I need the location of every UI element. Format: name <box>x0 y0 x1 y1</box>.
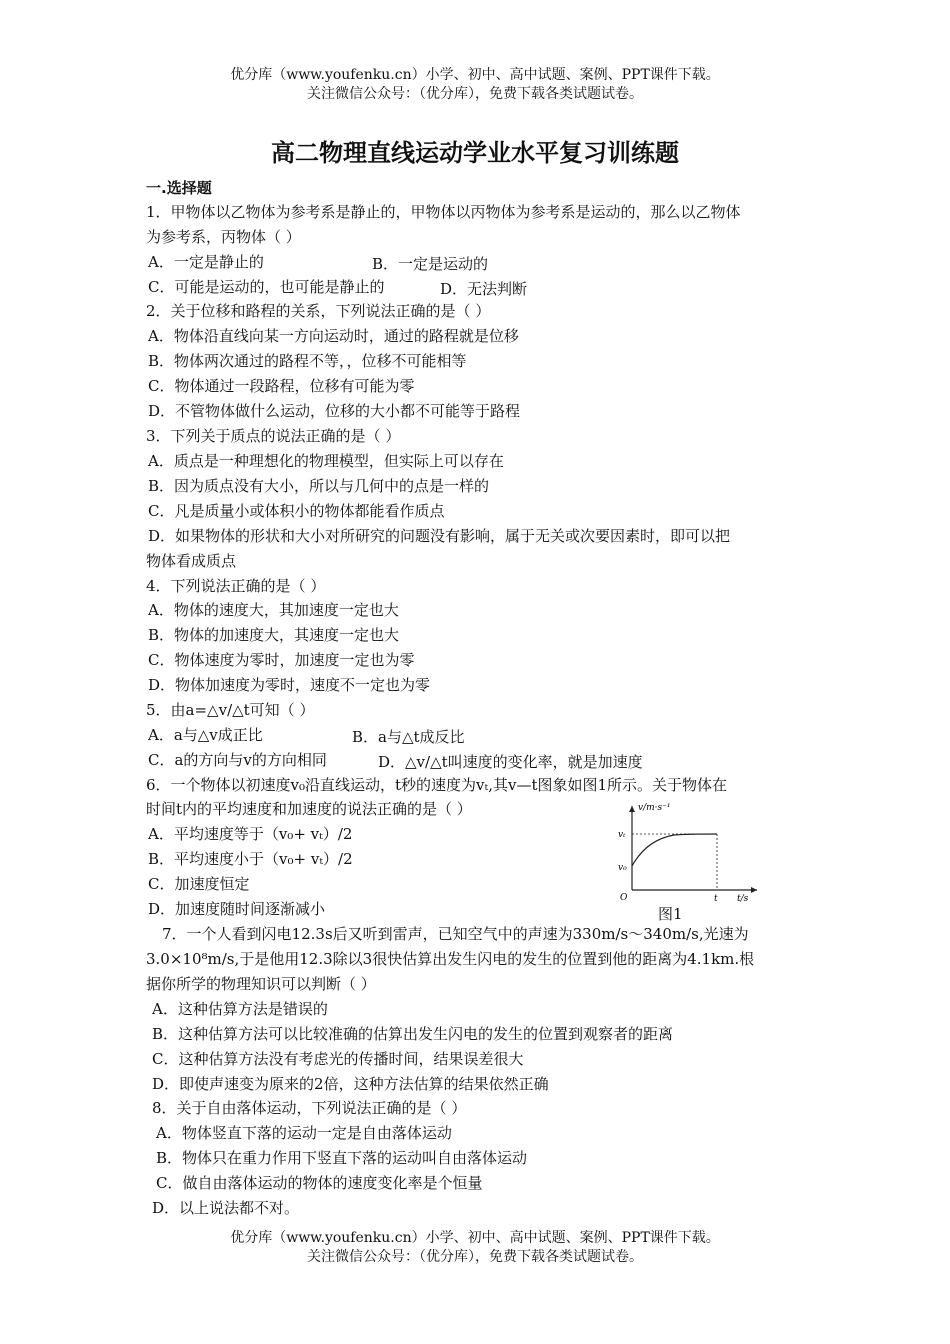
q2-stem: 2．关于位移和路程的关系，下列说法正确的是（ ） <box>146 302 491 320</box>
q3-option-b: B．因为质点没有大小，所以与几何中的点是一样的 <box>148 477 490 495</box>
q6-option-a: A．平均速度等于（v₀+ vₜ）/2 <box>148 825 353 843</box>
graph-x-arrow <box>751 887 757 893</box>
q2-option-d: D．不管物体做什么运动，位移的大小都不可能等于路程 <box>148 402 521 420</box>
q1-option-d: D．无法判断 <box>440 280 528 298</box>
velocity-time-graph <box>612 798 762 904</box>
graph-origin-label: O <box>620 893 628 903</box>
q7-option-d: D．即使声速变为原来的2倍，这种方法估算的结果依然正确 <box>152 1075 549 1093</box>
q5-stem: 5．由a=△v/△t可知（ ） <box>146 701 315 719</box>
footer-line-2: 关注微信公众号：（优分库），免费下载各类试题试卷。 <box>307 1249 643 1265</box>
q5-option-c: C．a的方向与v的方向相同 <box>148 751 327 769</box>
q8-stem: 8．关于自由落体运动，下列说法正确的是（ ） <box>152 1099 467 1117</box>
q5-option-b: B．a与△t成反比 <box>352 728 465 746</box>
header-line-1: 优分库（www.youfenku.cn）小学、初中、高中试题、案例、PPT课件下载。 <box>230 67 720 83</box>
q7-option-c: C．这种估算方法没有考虑光的传播时间，结果误差很大 <box>152 1050 524 1068</box>
q2-option-b: B．物体两次通过的路程不等，，位移不可能相等 <box>148 352 467 370</box>
q7-stem-line2: 3.0×10⁸m/s,于是他用12.3除以3很快估算出发生闪电的发生的位置到他的距离为4.1km.根 <box>146 950 755 968</box>
q8-option-b: B．物体只在重力作用下竖直下落的运动叫自由落体运动 <box>156 1149 528 1167</box>
header-line-2: 关注微信公众号：（优分库），免费下载各类试题试卷。 <box>307 86 643 102</box>
q7-stem-line3: 据你所学的物理知识可以判断（ ） <box>146 975 376 993</box>
q1-option-c: C．可能是运动的，也可能是静止的 <box>148 278 385 296</box>
q1-option-b: B．一定是运动的 <box>372 255 489 273</box>
q5-option-d: D．△v/△t叫速度的变化率，就是加速度 <box>378 753 643 771</box>
graph-t-label: t <box>714 894 718 904</box>
graph-y-label: v/m·s⁻¹ <box>638 803 671 813</box>
q6-stem-line2: 时间t内的平均速度和加速度的说法正确的是（ ） <box>146 800 472 818</box>
q1-option-a: A．一定是静止的 <box>148 253 264 271</box>
q4-option-b: B．物体的加速度大，其速度一定也大 <box>148 626 400 644</box>
q2-option-a: A．物体沿直线向某一方向运动时，通过的路程就是位移 <box>148 327 519 345</box>
page-footer <box>0 1229 950 1267</box>
q3-option-a: A．质点是一种理想化的物理模型，但实际上可以存在 <box>148 452 504 470</box>
q4-option-a: A．物体的速度大，其加速度一定也大 <box>148 601 399 619</box>
q8-option-a: A．物体竖直下落的运动一定是自由落体运动 <box>156 1124 452 1142</box>
graph-x-label: t/s <box>737 894 749 904</box>
graph-y-arrow <box>629 806 635 812</box>
q3-option-c: C．凡是质量小或体积小的物体都能看作质点 <box>148 502 445 520</box>
page-title: 高二物理直线运动学业水平复习训练题 <box>271 139 679 167</box>
graph-v0-label: v₀ <box>618 863 627 873</box>
graph-velocity-curve <box>632 834 717 866</box>
q6-stem-line1: 6．一个物体以初速度v₀沿直线运动，t秒的速度为vₜ,其v—t图象如图1所示。关于物体在 <box>146 776 728 794</box>
q7-option-b: B．这种估算方法可以比较准确的估算出发生闪电的发生的位置到观察者的距离 <box>152 1025 674 1043</box>
q7-option-a: A．这种估算方法是错误的 <box>152 1000 328 1018</box>
graph-vt-label: vₜ <box>618 830 626 840</box>
q6-option-b: B．平均速度小于（v₀+ vₜ）/2 <box>148 850 353 868</box>
q3-stem: 3．下列关于质点的说法正确的是（ ） <box>146 427 401 445</box>
q4-stem: 4．下列说法正确的是（ ） <box>146 577 326 595</box>
q3-option-d-line2: 物体看成质点 <box>146 552 237 570</box>
q8-option-c: C．做自由落体运动的物体的速度变化率是个恒量 <box>156 1174 483 1192</box>
q1-stem-line1: 1．甲物体以乙物体为参考系是静止的，甲物体以丙物体为参考系是运动的，那么以乙物体 <box>146 203 741 221</box>
footer-line-1: 优分库（www.youfenku.cn）小学、初中、高中试题、案例、PPT课件下载。 <box>230 1230 720 1246</box>
q7-stem-line1: 7．一个人看到闪电12.3s后又听到雷声，已知空气中的声速为330m/s～340m/s,光速为 <box>162 925 749 943</box>
q4-option-c: C．物体速度为零时，加速度一定也为零 <box>148 651 415 669</box>
q4-option-d: D．物体加速度为零时，速度不一定也为零 <box>148 676 431 694</box>
q3-option-d-line1: D．如果物体的形状和大小对所研究的问题没有影响，属于无关或次要因素时，即可以把 <box>148 527 731 545</box>
page-header <box>0 66 950 104</box>
q2-option-c: C．物体通过一段路程，位移有可能为零 <box>148 377 415 395</box>
q5-option-a: A．a与△v成正比 <box>148 726 263 744</box>
q6-option-d: D．加速度随时间逐渐减小 <box>148 900 326 918</box>
q1-stem-line2: 为参考系，丙物体（ ） <box>146 228 301 246</box>
section-heading: 一.选择题 <box>146 179 212 197</box>
q6-option-c: C．加速度恒定 <box>148 875 250 893</box>
figure-caption: 图1 <box>658 905 683 923</box>
q8-option-d: D．以上说法都不对。 <box>152 1199 300 1217</box>
